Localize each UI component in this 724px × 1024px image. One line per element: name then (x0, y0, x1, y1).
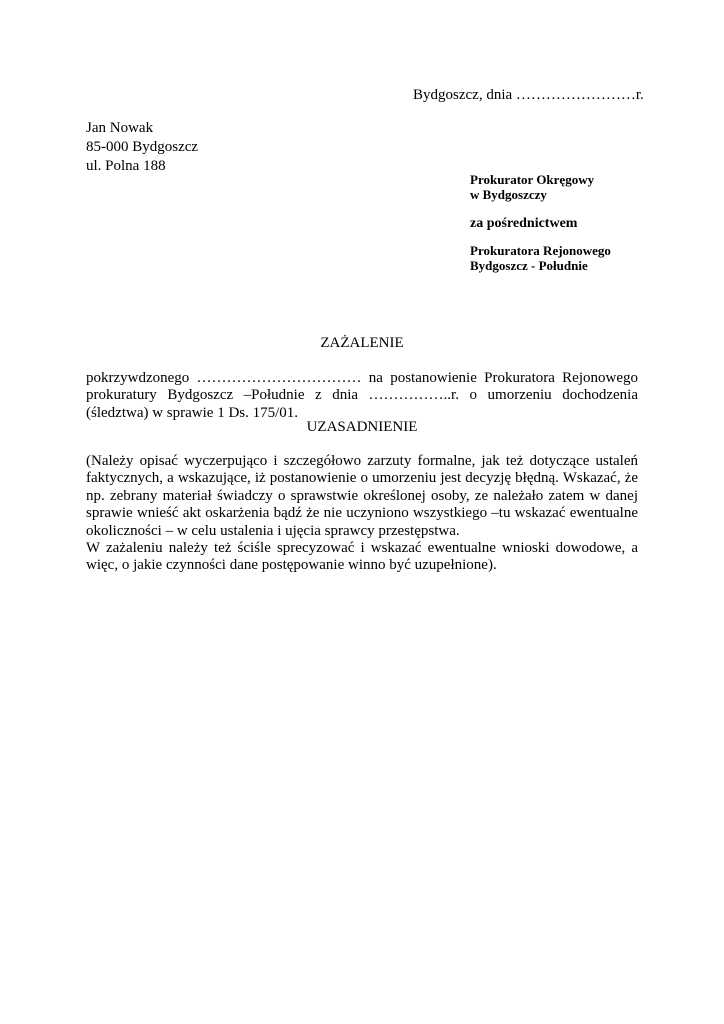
addressee-intermediary: za pośrednictwem (470, 216, 578, 231)
addressee-line-3: Prokuratora Rejonowego (470, 243, 611, 258)
sender-street: ul. Polna 188 (86, 158, 166, 174)
addressee-block (470, 172, 611, 273)
addressee-line-2: w Bydgoszczy (470, 187, 547, 202)
date-line: Bydgoszcz, dnia ……………………r. (413, 87, 644, 103)
intro-paragraph: pokrzywdzonego …………………………… na postanowienie Prokuratora Rejonowego prokuratury Bydgoszcz –Południe z dnia ……………..r. o umorzeniu dochodzenia (śledztwa) w sprawie 1 Ds. 175/01. (86, 370, 638, 421)
addressee-line-4: Bydgoszcz - Południe (470, 258, 588, 273)
addressee-line-1: Prokurator Okręgowy (470, 172, 595, 187)
sender-address (86, 119, 198, 176)
justification-paragraph-2: W zażaleniu należy też ściśle sprecyzować i wskazać ewentualne wnioski dowodowe, a więc, o jakie czynności dane postępowanie winno być uzupełnione). (86, 540, 638, 574)
sender-postal-city: 85-000 Bydgoszcz (86, 139, 199, 155)
justification-title: UZASADNIENIE (306, 419, 418, 435)
document-title: ZAŻALENIE (320, 335, 404, 351)
justification-paragraph-1: (Należy opisać wyczerpująco i szczegółowo zarzuty formalne, jak też dotyczące ustaleń faktycznych, a wskazujące, iż postanowienie o umorzeniu jest decyzję błędną. Wskazać, że np. zebrany materiał świadczy o sprawstwie określonej osoby, ze należało zatem w danej sprawie wnieść akt oskarżenia bądź że nie uczyniono wszystkiego –tu wskazać ewentualne okoliczności – w celu ustalenia i ujęcia sprawcy przestępstwa. (86, 453, 638, 539)
sender-name: Jan Nowak (86, 120, 154, 136)
